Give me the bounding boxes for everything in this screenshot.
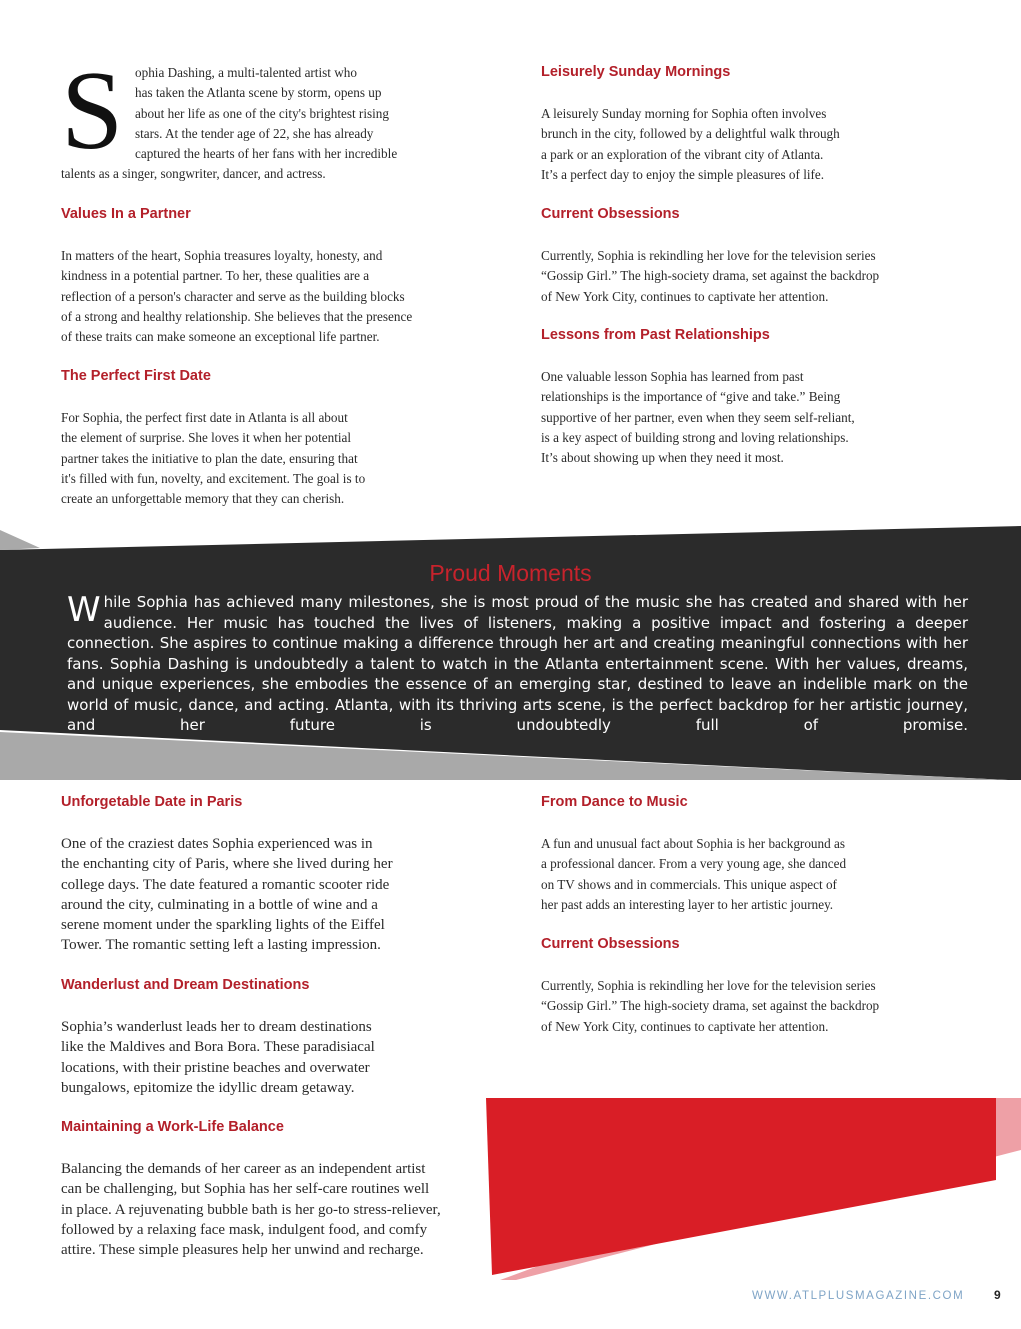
section-body: Sophia’s wanderlust leads her to dream destinations like the Maldives and Bora Bora. These paradisiacal locations, with their pristine beaches and overwater bungalows, epitomize the idyllic dream getaway. xyxy=(61,1019,375,1096)
intro-paragraph xyxy=(61,49,481,183)
section-heading: Values In a Partner xyxy=(61,206,191,222)
section-first-date xyxy=(61,367,501,509)
section-body: A leisurely Sunday morning for Sophia often involves brunch in the city, followed by a delightful walk through a park or an exploration of the vibrant city of Atlanta. It’s a perfect day to enjoy the simple pleasures of life. xyxy=(541,106,840,182)
section-body: A fun and unusual fact about Sophia is her background as a professional dancer. From a very young age, she danced on TV shows and in commercials. This unique aspect of her past adds an interesting layer to her artistic journey. xyxy=(541,836,847,912)
intro-line: captured the hearts of her fans with her incredible xyxy=(135,146,398,162)
intro-dropcap: S xyxy=(61,49,124,173)
section-obsessions-1 xyxy=(541,205,981,307)
intro-line: talents as a singer, songwriter, dancer, and actress. xyxy=(61,166,326,182)
section-lessons xyxy=(541,326,981,468)
section-obsessions-2 xyxy=(541,935,981,1037)
section-sunday xyxy=(541,63,981,185)
intro-line: has taken the Atlanta scene by storm, opens up xyxy=(135,85,382,101)
section-heading: Lessons from Past Relationships xyxy=(541,327,770,343)
proud-moments-title: Proud Moments xyxy=(429,560,592,586)
page-number: 9 xyxy=(994,1288,1001,1302)
section-body: For Sophia, the perfect first date in Atlanta is all about the element of surprise. She loves it when her potential partner takes the initiative to plan the date, ensuring that it's filled with fun, novelty, and excitement. The goal is to create an unforgettable memory that they can cherish. xyxy=(61,410,366,507)
intro-line: ophia Dashing, a multi-talented artist who xyxy=(135,65,357,80)
section-body: One valuable lesson Sophia has learned from past relationships is the importance of “give and take.” Being supportive of her partner, even when they seem self-reliant, is a key aspect of building strong and loving relationships. It’s about showing up when they need it most. xyxy=(541,369,855,466)
shape-red xyxy=(486,1098,996,1275)
proud-body: hile Sophia has achieved many milestones, she is most proud of the music she has created and shared with her audience. Her music has touched the lives of listeners, making a positive impact and fostering a deeper connection. She aspires to continue making a difference through her art and creating meaningful connections with her fans. Sophia Dashing is undoubtedly a talent to watch in the Atlanta entertainment scene. With her values, dreams, and unique experiences, she embodies the essence of an emerging star, destined to leave an indelible mark on the world of music, dance, and acting. Atlanta, with its thriving arts scene, is the perfect backdrop for her artistic journey, and her future is undoubtedly full of promise. xyxy=(67,593,968,734)
decorative-red-shape xyxy=(480,1090,1021,1290)
section-body: In matters of the heart, Sophia treasures loyalty, honesty, and kindness in a potential partner. To her, these qualities are a reflection of a person's character and serve as the building blocks of a strong and healthy relationship. She believes that the presence of these traits can make someone an exceptional life partner. xyxy=(61,248,413,345)
footer-url[interactable]: WWW.ATLPLUSMAGAZINE.COM xyxy=(752,1290,965,1302)
section-heading: Current Obsessions xyxy=(541,936,680,952)
band-gray-top xyxy=(0,530,40,550)
section-paris xyxy=(61,793,501,956)
section-values xyxy=(61,205,501,347)
section-body: Currently, Sophia is rekindling her love for the television series “Gossip Girl.” The high-society drama, set against the backdrop of New York City, continues to captivate her attention. xyxy=(541,248,880,304)
section-heading: Wanderlust and Dream Destinations xyxy=(61,977,310,993)
section-heading: Leisurely Sunday Mornings xyxy=(541,64,731,80)
section-wanderlust xyxy=(61,976,501,1098)
section-body: One of the craziest dates Sophia experienced was in the enchanting city of Paris, where she lived during her college days. The date featured a romantic scooter ride around the city, culminating in a bottle of wine and a serene moment under the sparkling lights of the Eiffel Tower. The romantic setting left a lasting impression. xyxy=(61,836,393,954)
intro-line: about her life as one of the city's brightest rising xyxy=(135,105,389,121)
proud-dropcap: W xyxy=(67,590,101,630)
section-balance xyxy=(61,1118,501,1260)
section-dance xyxy=(541,793,981,915)
section-body: Balancing the demands of her career as an independent artist can be challenging, but Sophia has her self-care routines well in place. A rejuvenating bubble bath is her go-to stress-reliever, followed by a relaxing face mask, indulgent food, and comfy attire. These simple pleasures help her unwind and recharge. xyxy=(61,1161,441,1259)
section-heading: Current Obsessions xyxy=(541,206,680,222)
section-heading: The Perfect First Date xyxy=(61,368,211,384)
section-heading: Unforgetable Date in Paris xyxy=(61,794,243,810)
intro-line: stars. At the tender age of 22, she has already xyxy=(135,125,374,141)
section-heading: Maintaining a Work-Life Balance xyxy=(61,1119,284,1135)
section-body: Currently, Sophia is rekindling her love for the television series “Gossip Girl.” The high-society drama, set against the backdrop of New York City, continues to captivate her attention. xyxy=(541,978,880,1034)
proud-moments-text xyxy=(67,592,968,736)
section-heading: From Dance to Music xyxy=(541,794,688,810)
intro-lines xyxy=(61,63,481,185)
